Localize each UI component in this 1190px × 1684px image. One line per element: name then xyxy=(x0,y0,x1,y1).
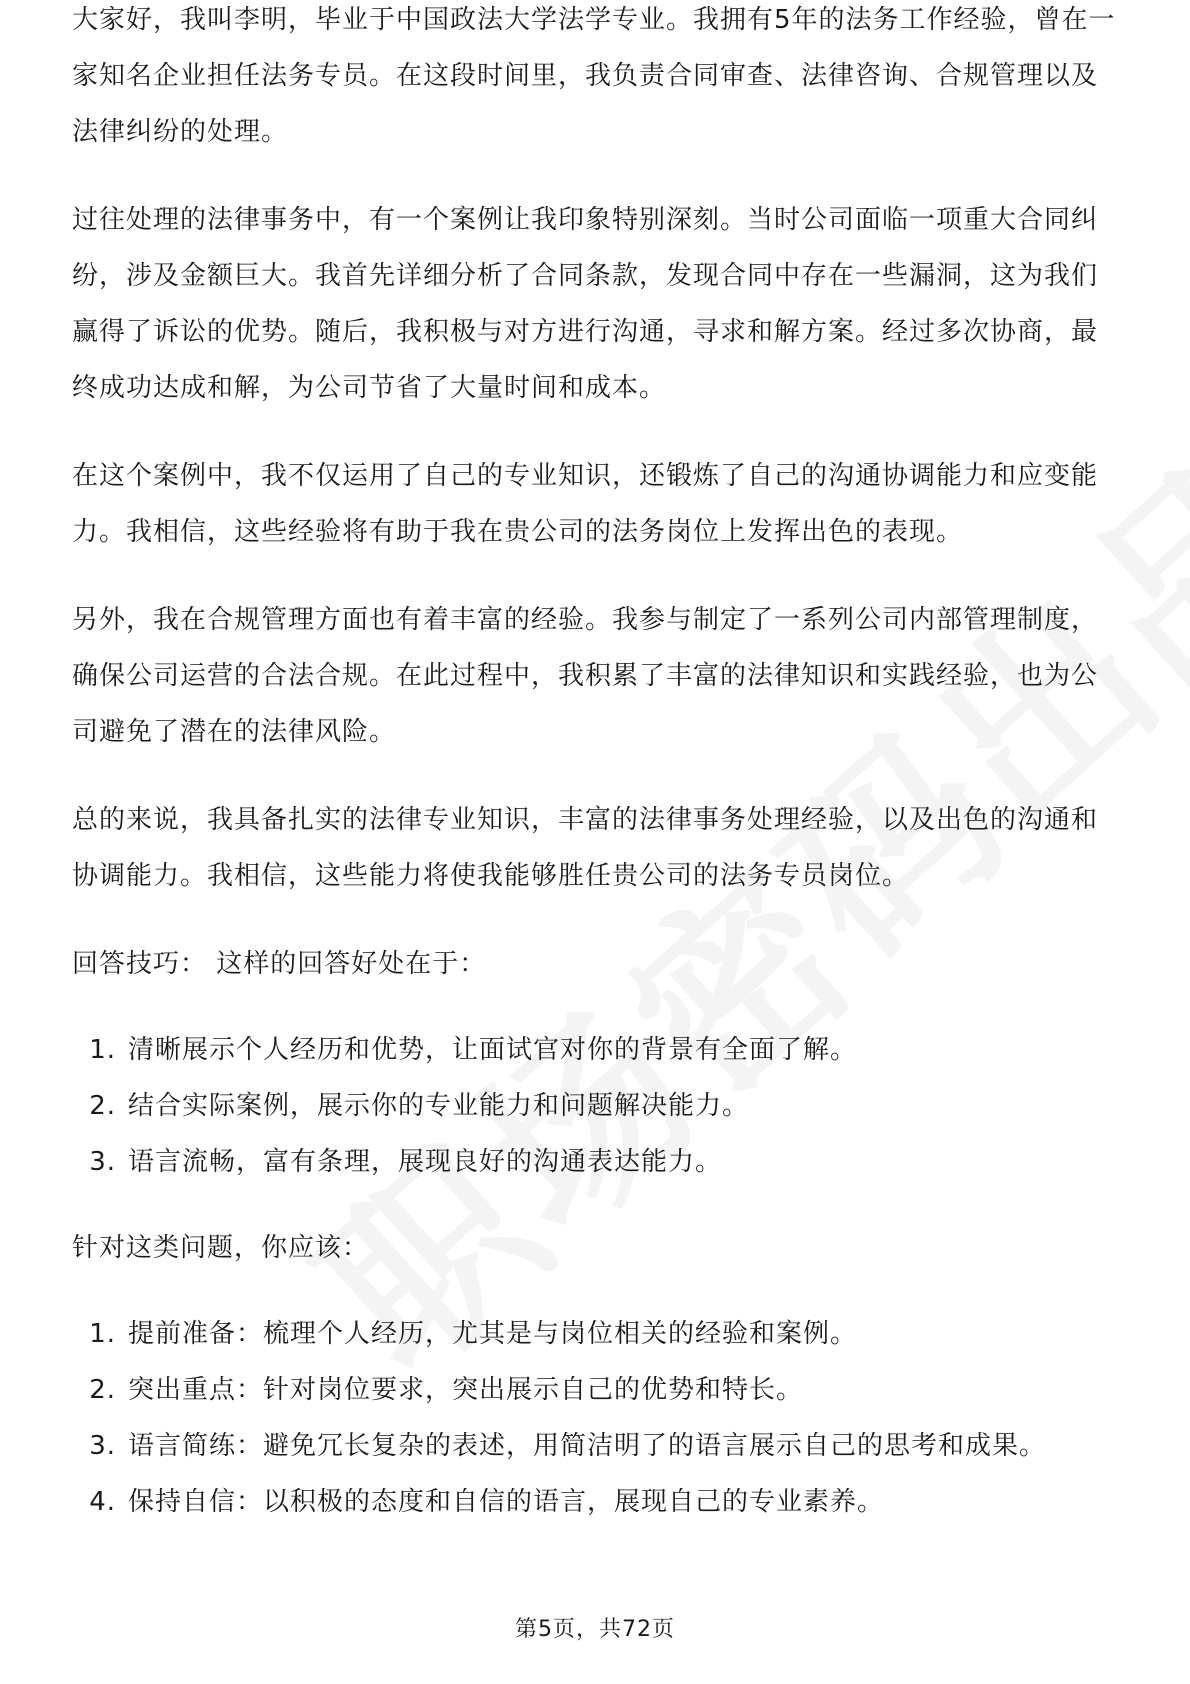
list-number: 2. xyxy=(89,1375,116,1405)
list-text: 保持自信：以积极的态度和自信的语言，展现自己的专业素养。 xyxy=(128,1487,885,1517)
list-item xyxy=(72,1134,1120,1190)
list-text: 结合实际案例，展示你的专业能力和问题解决能力。 xyxy=(128,1091,750,1121)
list-item xyxy=(72,1306,1120,1362)
tips-list xyxy=(72,1022,1120,1190)
list-text: 突出重点：针对岗位要求，突出展示自己的优势和特长。 xyxy=(128,1375,804,1405)
paragraph-case-reflection: 在这个案例中，我不仅运用了自己的专业知识，还锻炼了自己的沟通协调能力和应变能力。我相信，这些经验将有助于我在贵公司的法务岗位上发挥出色的表现。 xyxy=(72,461,1099,547)
paragraph-intro: 大家好，我叫李明，毕业于中国政法大学法学专业。我拥有5年的法务工作经验，曾在一家知名企业担任法务专员。在这段时间里，我负责合同审查、法律咨询、合规管理以及法律纠纷的处理。 xyxy=(72,5,1116,147)
paragraph-case: 过往处理的法律事务中，有一个案例让我印象特别深刻。当时公司面临一项重大合同纠纷，涉及金额巨大。我首先详细分析了合同条款，发现合同中存在一些漏洞，这为我们赢得了诉讼的优势。随后，我积极与对方进行沟通，寻求和解方案。经过多次协商，最终成功达成和解，为公司节省了大量时间和成本。 xyxy=(72,205,1099,403)
list-item xyxy=(72,1022,1120,1078)
list-text: 提前准备：梳理个人经历，尤其是与岗位相关的经验和案例。 xyxy=(128,1319,858,1349)
advice-list xyxy=(72,1306,1120,1530)
list-number: 3. xyxy=(89,1147,116,1177)
list-item xyxy=(72,1078,1120,1134)
tips-label: 回答技巧： 这样的回答好处在于： xyxy=(72,949,487,979)
document-body xyxy=(72,5,1120,1560)
list-item xyxy=(72,1362,1120,1418)
list-number: 1. xyxy=(89,1035,116,1065)
list-number: 1. xyxy=(89,1319,116,1349)
paragraph-summary: 总的来说，我具备扎实的法律专业知识，丰富的法律事务处理经验，以及出色的沟通和协调能力。我相信，这些能力将使我能够胜任贵公司的法务专员岗位。 xyxy=(72,805,1099,891)
list-text: 清晰展示个人经历和优势，让面试官对你的背景有全面了解。 xyxy=(128,1035,858,1065)
paragraph-compliance: 另外，我在合规管理方面也有着丰富的经验。我参与制定了一系列公司内部管理制度，确保公司运营的合法合规。在此过程中，我积累了丰富的法律知识和实践经验，也为公司避免了潜在的法律风险。 xyxy=(72,605,1099,747)
list-number: 4. xyxy=(89,1487,116,1517)
page-footer: 第5页，共72页 xyxy=(515,1617,675,1642)
list-text: 语言简练：避免冗长复杂的表述，用简洁明了的语言展示自己的思考和成果。 xyxy=(128,1431,1047,1461)
advice-label: 针对这类问题，你应该： xyxy=(72,1233,370,1263)
list-text: 语言流畅，富有条理，展现良好的沟通表达能力。 xyxy=(128,1147,723,1177)
list-item xyxy=(72,1418,1120,1474)
list-number: 3. xyxy=(89,1431,116,1461)
list-item xyxy=(72,1474,1120,1530)
list-number: 2. xyxy=(89,1091,116,1121)
